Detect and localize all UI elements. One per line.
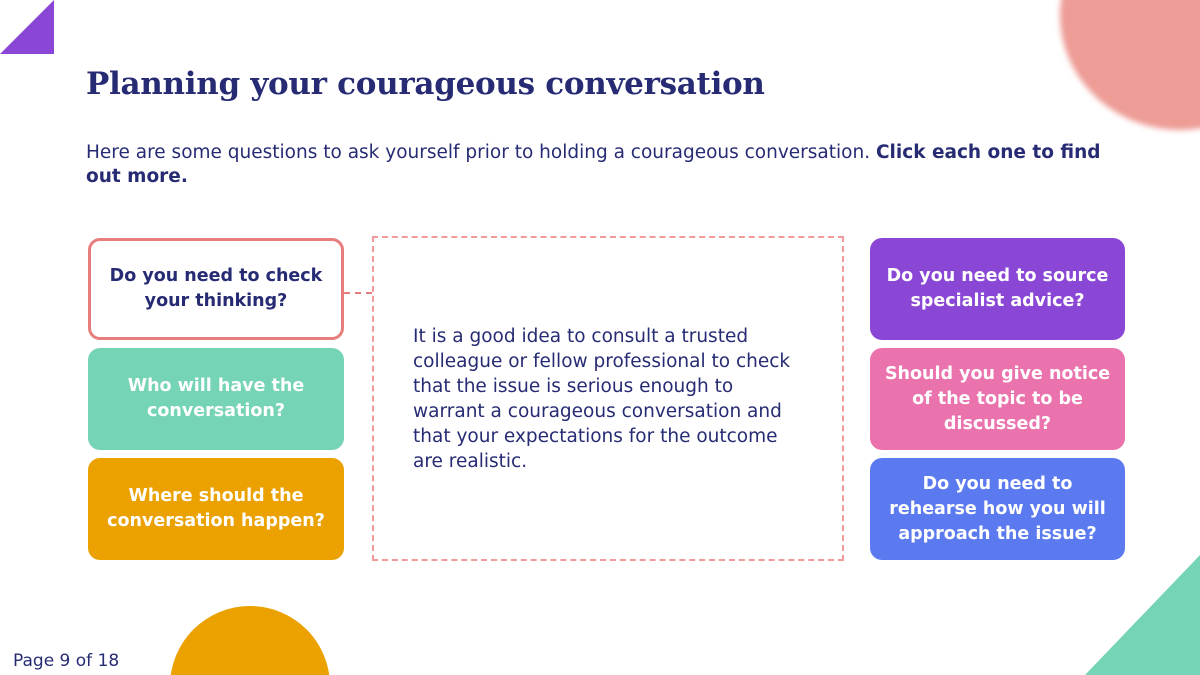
card-label: Do you need to check your thinking? xyxy=(109,266,323,311)
intro-text xyxy=(86,141,1126,189)
card-where-conversation[interactable] xyxy=(88,458,344,560)
card-specialist-advice[interactable] xyxy=(870,238,1125,340)
detail-panel xyxy=(372,236,844,561)
card-label: Who will have the conversation? xyxy=(127,376,305,421)
card-give-notice[interactable] xyxy=(870,348,1125,450)
page-indicator: Page 9 of 18 xyxy=(13,651,120,671)
detail-text: It is a good idea to consult a trusted colleague or fellow professional to check that the issue is serious enough to warrant a courageous conversation and that your expectations for the outcome are realistic. xyxy=(413,325,791,472)
corner-blob-decoration xyxy=(1060,0,1200,130)
card-check-thinking[interactable] xyxy=(88,238,344,340)
card-label: Should you give notice of the topic to be discussed? xyxy=(884,363,1111,434)
corner-triangle-decoration xyxy=(0,0,54,54)
page-title: Planning your courageous conversation xyxy=(86,66,765,102)
corner-triangle-decoration-bottom xyxy=(1085,555,1200,675)
card-label: Do you need to rehearse how you will approach the issue? xyxy=(889,473,1106,544)
card-rehearse[interactable] xyxy=(870,458,1125,560)
intro-instructions: Here are some questions to ask yourself prior to holding a courageous conversation. xyxy=(86,142,876,163)
intro-call-to-action: Click each one to find out more. xyxy=(86,142,1101,187)
semicircle-decoration xyxy=(170,606,330,675)
card-who-has-conversation[interactable] xyxy=(88,348,344,450)
card-label: Where should the conversation happen? xyxy=(107,486,325,531)
card-label: Do you need to source specialist advice? xyxy=(886,266,1109,311)
dashed-connector xyxy=(344,292,372,294)
